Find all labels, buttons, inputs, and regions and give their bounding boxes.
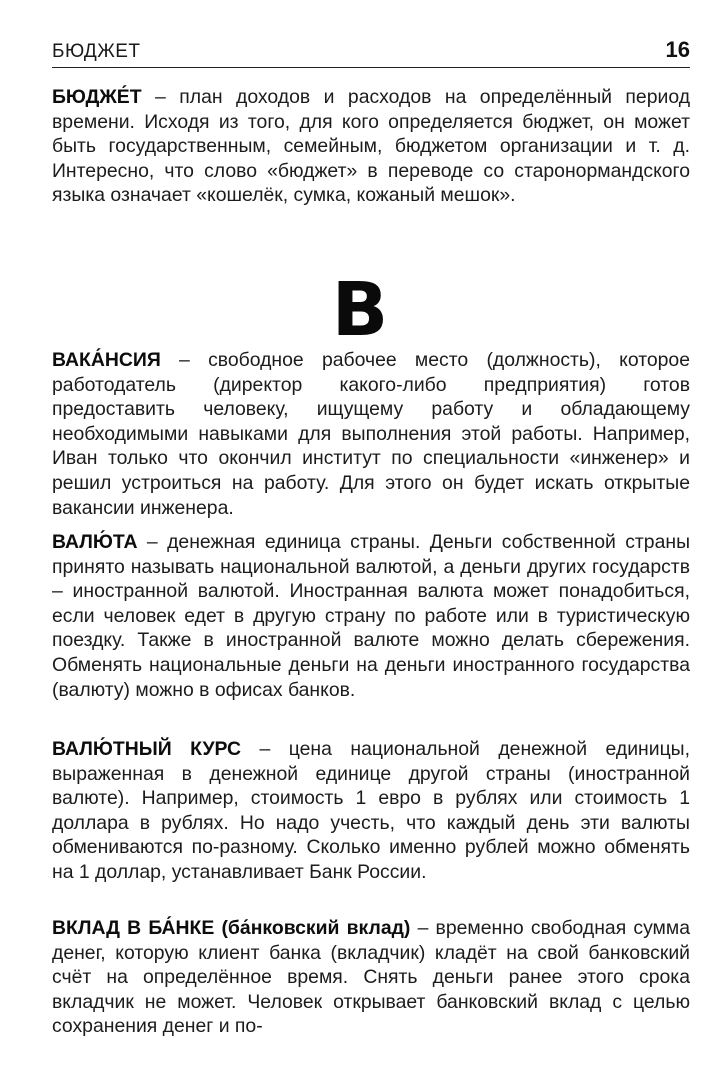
entry-definition: – временно свободная сумма денег, которую клиент банка (вкладчик) кладёт на свой банковский счёт на определённое время. Снять деньги ранее этого срока вкладчик не может. Человек открывает банковский вклад с целью сохранения денег и по- xyxy=(52,917,691,1038)
entry-definition: – цена национальной денежной единицы, выраженная в денежной единице другой страны (иностранной валюте). Например, стоимость 1 евро в рублях или стоимость 1 доллара в рублях. Но надо учесть, что каждый день эти валюты обмениваются по-разному. Сколько именно рублей можно обменять на 1 доллар, устанавливает Банк России. xyxy=(52,738,691,883)
running-title: БЮДЖЕТ xyxy=(52,41,141,62)
running-header xyxy=(52,34,690,68)
dictionary-entry xyxy=(52,530,690,702)
entry-term: ВАЛЮ́ТНЫЙ КУРС xyxy=(52,738,241,760)
dictionary-entry xyxy=(52,737,690,885)
entry-term: ВАКА́НСИЯ xyxy=(52,349,161,371)
entry-definition: – денежная единица страны. Деньги собственной страны принято называть национальной валютой, а деньги других государств – иностранной валютой. Иностранная валюта может понадобиться, если человек едет в другую страну по работе или в туристическую поездку. Также в иностранной валюте можно делать сбережения. Обменять национальные деньги на деньги иностранного государства (валюту) можно в офисах банков. xyxy=(52,531,691,701)
page-number: 16 xyxy=(665,37,690,62)
entry-term: ВАЛЮ́ТА xyxy=(52,531,138,553)
entry-term: БЮДЖЕ́Т xyxy=(52,86,142,108)
dictionary-entry xyxy=(52,348,690,520)
dictionary-entry xyxy=(52,85,690,208)
section-letter: В xyxy=(331,267,389,353)
entry-term: ВКЛАД В БА́НКЕ (ба́нковский вклад) xyxy=(52,917,411,939)
entry-definition: – план доходов и расходов на определённый период времени. Исходя из того, для кого определяется бюджет, он может быть государственным, семейным, бюджетом организации и т. д. Интересно, что слово «бюджет» в переводе со старонормандского языка означает «кошелёк, сумка, кожаный мешок». xyxy=(52,86,691,207)
dictionary-entry xyxy=(52,916,690,1039)
entry-definition: – свободное рабочее место (должность), которое работодатель (директор какого-либо предприятия) готов предоставить человеку, ищущему работу и обладающему необходимыми навыками для выполнения этой работы. Например, Иван только что окончил институт по специальности «инженер» и решил устроиться на работу. Для этого он будет искать открытые вакансии инженера. xyxy=(52,349,690,519)
